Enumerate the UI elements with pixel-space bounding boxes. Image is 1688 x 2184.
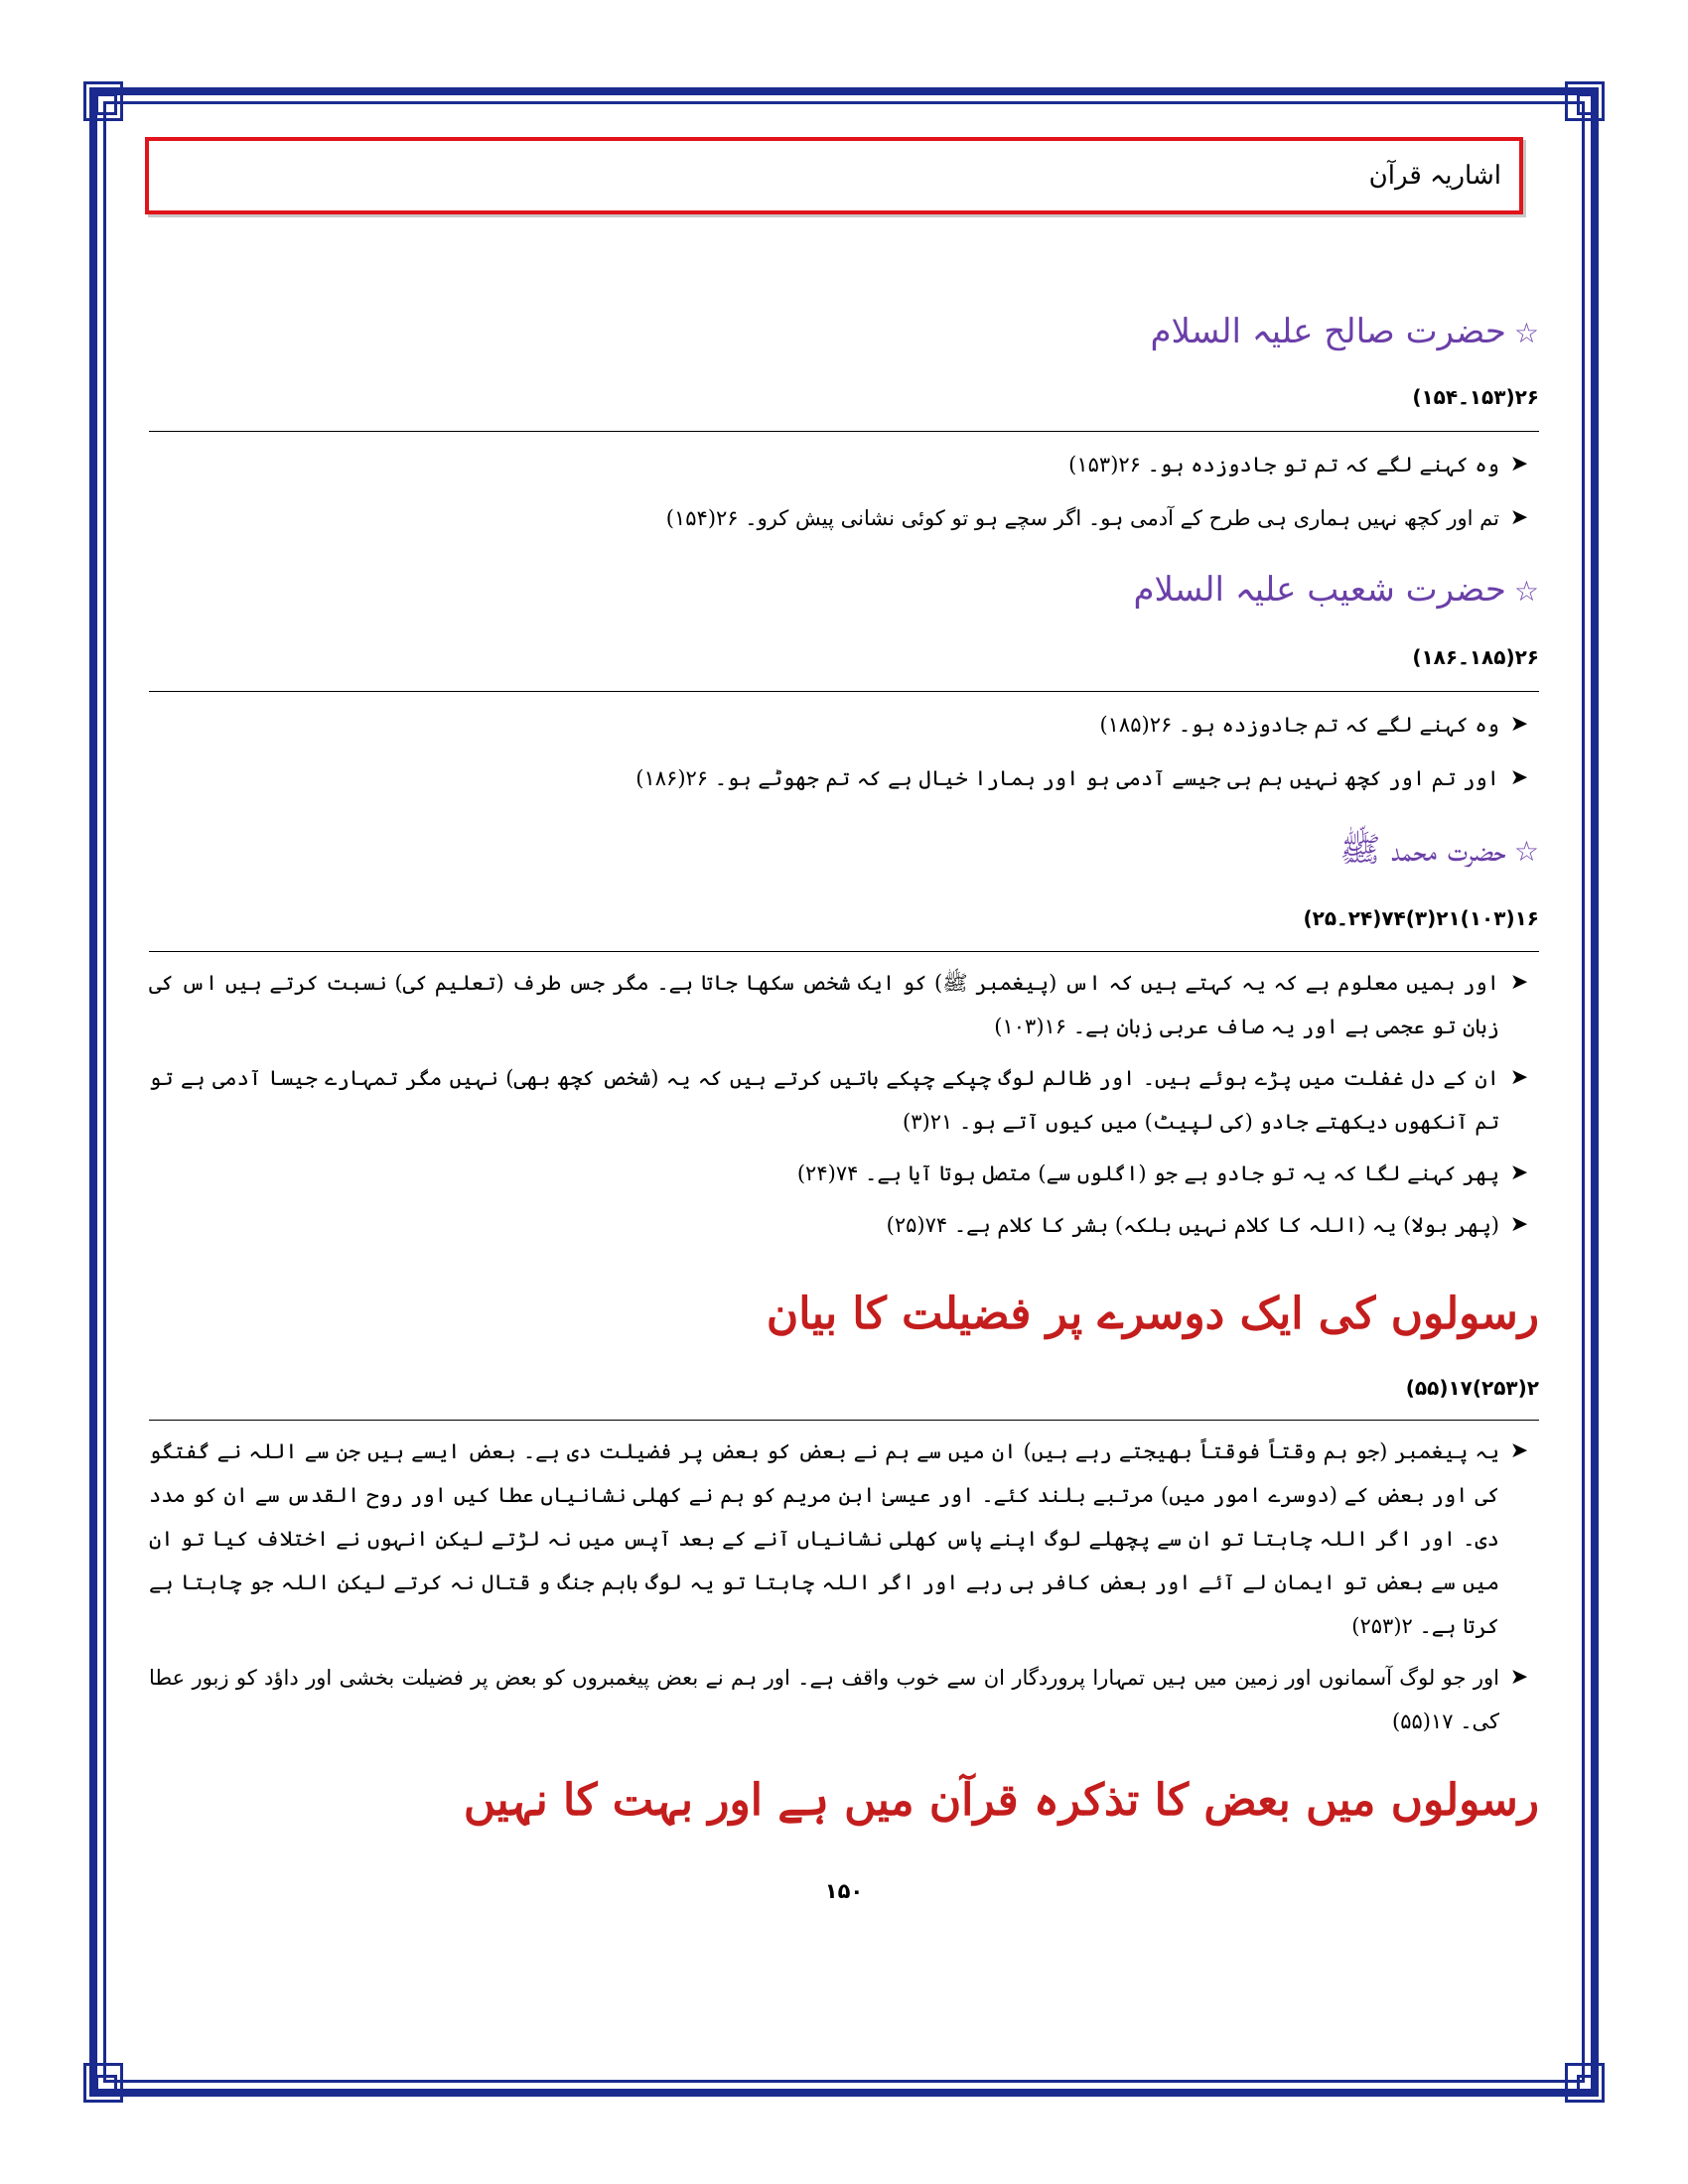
list-item: ➤ (پھر بولا) یہ (اللہ کا کلام نہیں بلکہ) بشر کا کلام ہے۔ ۷۴(۲۵): [149, 1203, 1539, 1247]
list-item: ➤ ان کے دل غفلت میں پڑے ہوئے ہیں۔ اور ظالم لوگ چپکے چپکے باتیں کرتے ہیں کہ یہ (شخص کچھ بھی) نہیں مگر تمہارے جیسا آدمی ہے تو تم آنکھوں دیکھتے جادو (کی لپیٹ) میں کیوں آتے ہو۔ ۲۱(۳): [149, 1056, 1539, 1144]
arrow-bullet-icon: ➤: [1509, 1065, 1529, 1090]
arrow-bullet-icon: ➤: [1509, 765, 1529, 790]
star-icon: ☆: [1513, 835, 1539, 868]
section-heading-prophets-ranking: رسولوں کی ایک دوسرے پر فضیلت کا بیان: [766, 1289, 1539, 1339]
arrow-bullet-icon: ➤: [1509, 1438, 1529, 1463]
arrow-bullet-icon: ➤: [1509, 505, 1529, 530]
divider: [149, 691, 1539, 692]
arrow-bullet-icon: ➤: [1509, 970, 1529, 995]
list-item: ➤ وہ کہنے لگے کہ تم تو جادوزدہ ہو۔ ۲۶(۱۵۳): [149, 443, 1539, 486]
frame-corner-ornament: [1565, 81, 1605, 121]
star-icon: ☆: [1513, 317, 1539, 349]
list-item: ➤ اور جو لوگ آسمانوں اور زمین میں ہیں تمہارا پروردگار ان سے خوب واقف ہے۔ اور ہم نے بعض پیغمبروں کو بعض پر فضیلت بخشی اور داؤد کو زبور عطا کی۔ ۱۷(۵۵): [149, 1656, 1539, 1743]
section-reference: ۲(۲۵۳)۱۷(۵۵): [1405, 1376, 1539, 1400]
page-header-title: اشاریہ قرآن: [1368, 161, 1501, 191]
section-reference: ۲۶(۱۵۳۔۱۵۴): [1412, 385, 1539, 409]
arrow-bullet-icon: ➤: [1509, 1160, 1529, 1185]
section-reference: ۲۶(۱۸۵۔۱۸۶): [1412, 645, 1539, 669]
section-reference: ۱۶(۱۰۳)۲۱(۳)۷۴(۲۴۔۲۵): [1303, 906, 1539, 930]
section-heading-prophets-mentioned: رسولوں میں بعض کا تذکرہ قرآن میں ہے اور بہت کا نہیں: [463, 1775, 1539, 1826]
arrow-bullet-icon: ➤: [1509, 1665, 1529, 1690]
divider: [149, 431, 1539, 432]
arrow-bullet-icon: ➤: [1509, 452, 1529, 477]
divider: [149, 1420, 1539, 1421]
list-item: ➤ اور ہمیں معلوم ہے کہ یہ کہتے ہیں کہ اس (پیغمبر ﷺ) کو ایک شخص سکھا جاتا ہے۔ مگر جس طرف (تعلیم کی) نسبت کرتے ہیں اس کی زبان تو عجمی ہے اور یہ صاف عربی زبان ہے۔ ۱۶(۱۰۳): [149, 961, 1539, 1048]
list-item: ➤ وہ کہنے لگے کہ تم جادوزدہ ہو۔ ۲۶(۱۸۵): [149, 703, 1539, 747]
divider: [149, 951, 1539, 952]
section-heading-shuaib: ☆حضرت شعیب علیہ السلام: [1133, 570, 1539, 610]
frame-corner-ornament: [83, 2063, 123, 2103]
section-heading-muhammad: ☆حضرت محمد ﷺ: [1339, 830, 1539, 870]
star-icon: ☆: [1513, 575, 1539, 608]
arrow-bullet-icon: ➤: [1509, 1212, 1529, 1237]
list-item: ➤ اور تم اور کچھ نہیں ہم ہی جیسے آدمی ہو اور ہمارا خیال ہے کہ تم جھوٹے ہو۔ ۲۶(۱۸۶): [149, 756, 1539, 800]
page-content: [149, 137, 1539, 2063]
list-item: ➤ پھر کہنے لگا کہ یہ تو جادو ہے جو (اگلوں سے) متصل ہوتا آیا ہے۔ ۷۴(۲۴): [149, 1152, 1539, 1195]
frame-corner-ornament: [83, 81, 123, 121]
section-heading-saleh: ☆حضرت صالح علیہ السلام: [1150, 312, 1539, 351]
arrow-bullet-icon: ➤: [1509, 712, 1529, 737]
page-number: ۱۵۰: [824, 1879, 864, 1903]
header-box: [145, 137, 1523, 214]
frame-corner-ornament: [1565, 2063, 1605, 2103]
list-item: ➤ تم اور کچھ نہیں ہماری ہی طرح کے آدمی ہو۔ اگر سچے ہو تو کوئی نشانی پیش کرو۔ ۲۶(۱۵۴): [149, 496, 1539, 540]
list-item: ➤ یہ پیغمبر (جو ہم وقتاً فوقتاً بھیجتے رہے ہیں) ان میں سے ہم نے بعض کو بعض پر فضیلت دی ہے۔ بعض ایسے ہیں جن سے اللہ نے گفتگو کی اور بعض کے (دوسرے امور میں) مرتبے بلند کئے۔ اور عیسیٰ ابن مریم کو ہم نے کھلی نشانیاں عطا کیں اور روح القدس سے ان کو مدد دی۔ اور اگر اللہ چاہتا تو ان سے پچھلے لوگ اپنے پاس کھلی نشانیاں آنے کے بعد آپس میں نہ لڑتے لیکن انہوں نے اختلاف کیا تو ان میں سے بعض تو ایمان لے آئے اور بعض کافر ہی رہے اور اگر اللہ چاہتا تو یہ لوگ باہم جنگ و قتال نہ کرتے لیکن اللہ جو چاہتا ہے کرتا ہے۔ ۲(۲۵۳): [149, 1430, 1539, 1648]
